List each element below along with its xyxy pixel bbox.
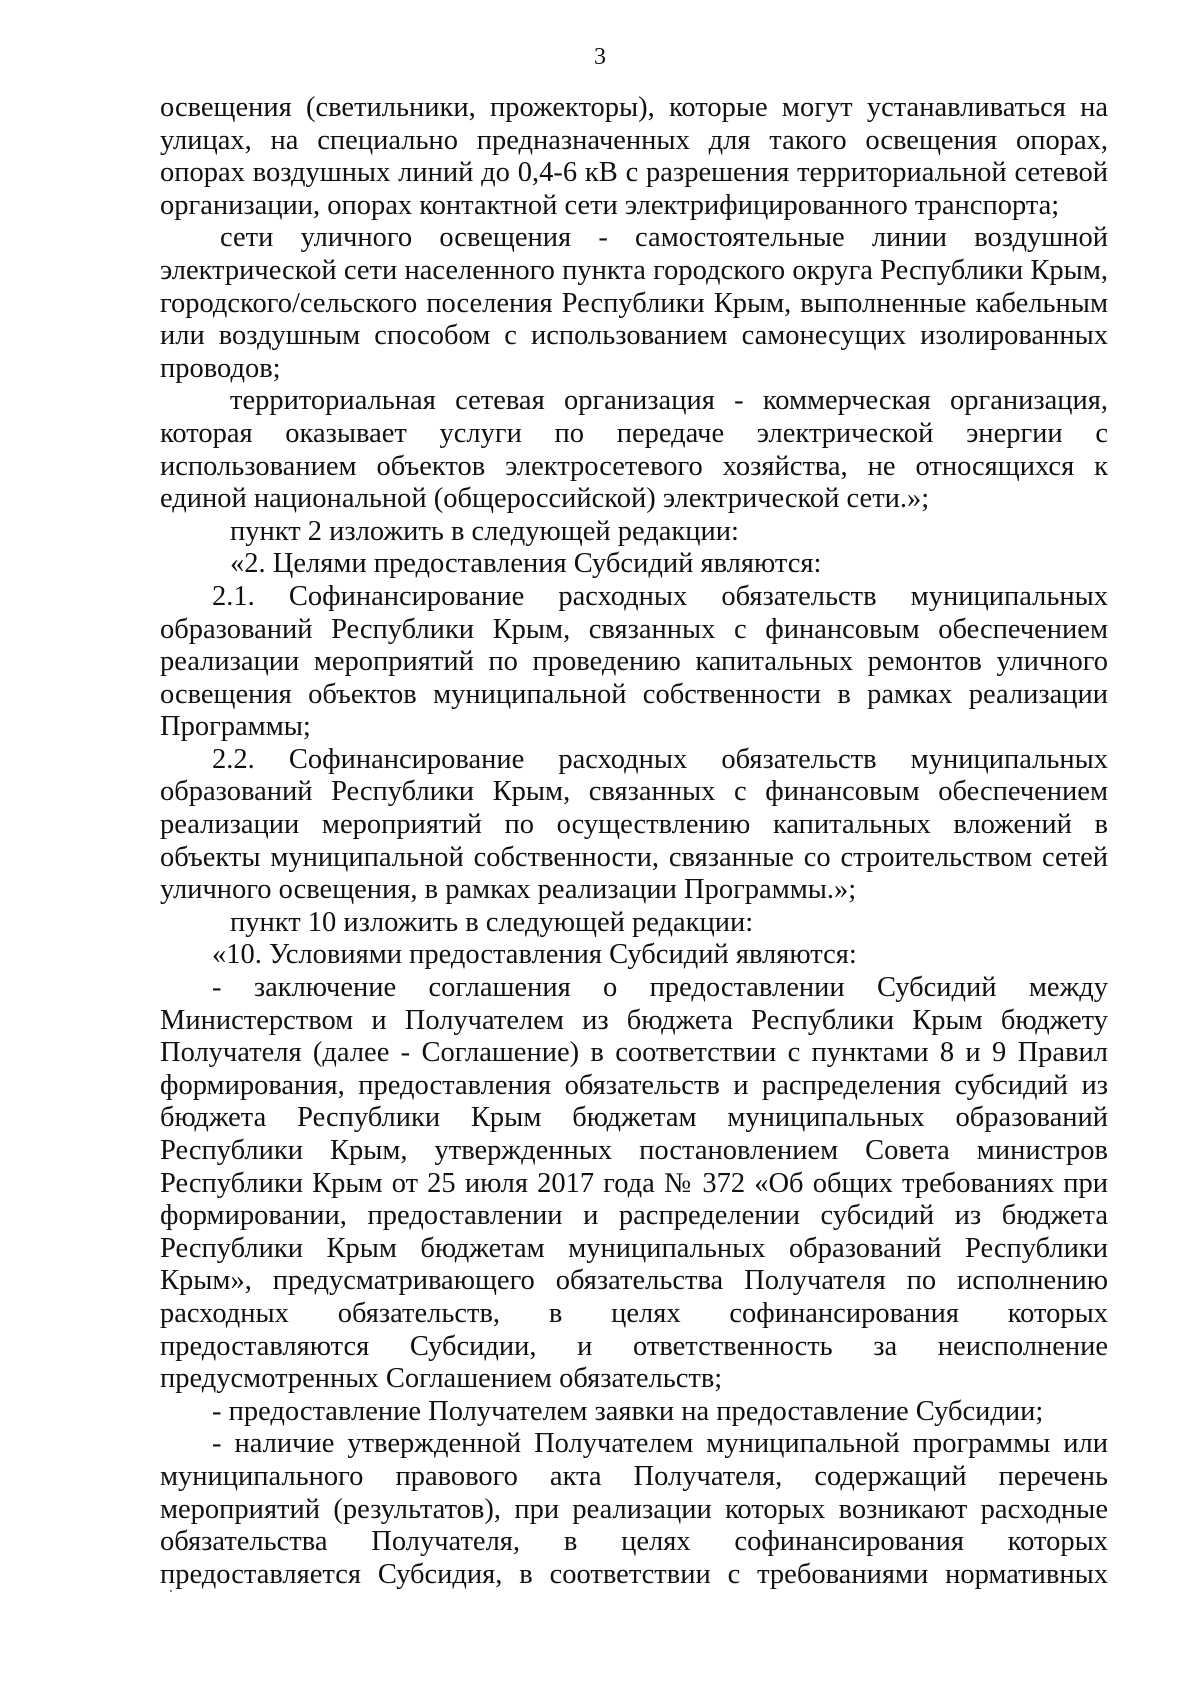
paragraph-condition-municipal-program: - наличие утвержденной Получателем муниципальной программы или муниципального правового акта Получателя, содержащий перечень мероприятий (результатов), при реализации которых возникают расходные обязательства Получателя, в целях софинансирования которых предоставляется Субсидия, в соответствии с требованиями нормативных: [160, 1428, 1108, 1590]
paragraph-clause-10-intro: пункт 10 изложить в следующей редакции:: [230, 906, 754, 938]
paragraph-clause-2-2: 2.2. Софинансирование расходных обязательств муниципальных образований Республики Крым, связанных с финансовым обеспечением реализации мероприятий по осуществлению капитальных вложений в объекты муниципальной собственности, связанные со строительством сетей уличного освещения, в рамках реализации Программы.»;: [160, 743, 1108, 906]
paragraph-street-lighting-networks: сети уличного освещения - самостоятельные линии воздушной электрической сети населенного пункта городского округа Республики Крым, городского/сельского поселения Республики Крым, выполненные кабельным или воздушным способом с использованием самонесущих изолированных проводов;: [160, 222, 1108, 384]
page-number: 3: [594, 44, 606, 70]
scan-speck: [170, 1590, 172, 1592]
paragraph-clause-2-1: 2.1. Софинансирование расходных обязательств муниципальных образований Республики Крым, связанных с финансовым обеспечением реализации мероприятий по проведению капитальных ремонтов уличного освещения объектов муниципальной собственности в рамках реализации Программы;: [160, 580, 1108, 743]
paragraph-lighting-definition: освещения (светильники, прожекторы), которые могут устанавливаться на улицах, на специально предназначенных для такого освещения опорах, опорах воздушных линий до 0,4-6 кВ с разрешения территориальной сетевой организации, опорах контактной сети электрифицированного транспорта;: [160, 92, 1108, 221]
paragraph-condition-application: - предоставление Получателем заявки на предоставление Субсидии;: [212, 1395, 1044, 1427]
paragraph-clause-2-intro: пункт 2 изложить в следующей редакции:: [230, 515, 739, 547]
paragraph-clause-2-heading: «2. Целями предоставления Субсидий являются:: [230, 548, 822, 580]
document-body: [160, 92, 1108, 1591]
paragraph-condition-agreement: - заключение соглашения о предоставлении Субсидий между Министерством и Получателем из бюджета Республики Крым бюджету Получателя (далее - Соглашение) в соответствии с пунктами 8 и 9 Правил формирования, предоставления обязательств и распределения субсидий из бюджета Республики Крым бюджетам муниципальных образований Республики Крым, утвержденных постановлением Совета министров Республики Крым от 25 июля 2017 года № 372 «Об общих требованиях при формировании, предоставлении и распределении субсидий из бюджета Республики Крым бюджетам муниципальных образований Республики Крым», предусматривающего обязательства Получателя по исполнению расходных обязательств, в целях софинансирования которых предоставляются Субсидии, и ответственность за неисполнение предусмотренных Соглашением обязательств;: [160, 972, 1108, 1395]
paragraph-territorial-grid-organization: территориальная сетевая организация - коммерческая организация, которая оказывает услуги по передаче электрической энергии с использованием объектов электросетевого хозяйства, не относящихся к единой национальной (общероссийской) электрической сети.»;: [160, 385, 1108, 515]
paragraph-clause-10-heading: «10. Условиями предоставления Субсидий являются:: [212, 939, 857, 971]
